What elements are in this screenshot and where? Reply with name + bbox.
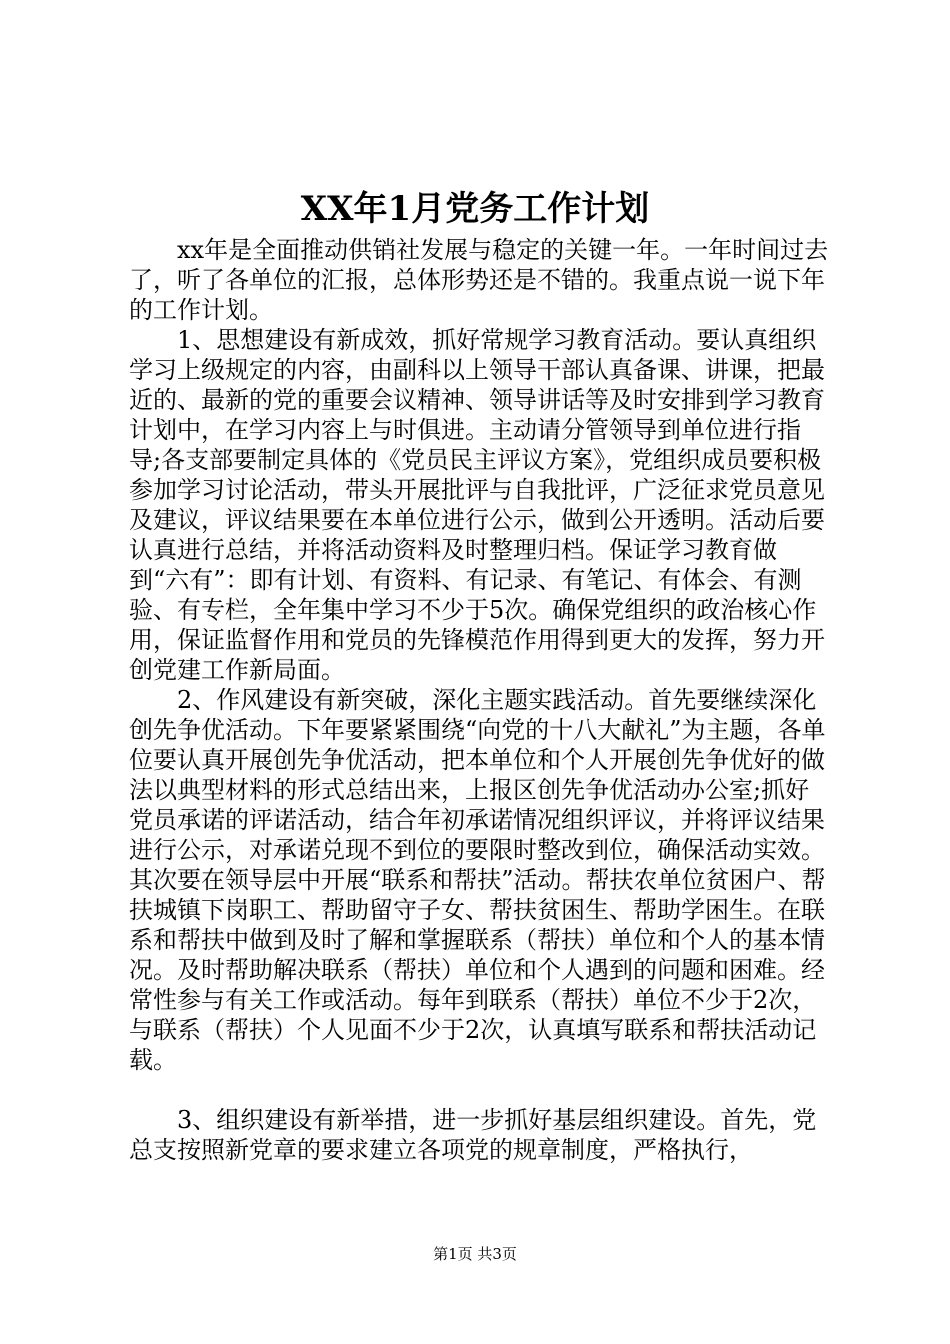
paragraph-intro: xx年是全面推动供销社发展与稳定的关键一年。一年时间过去了，听了各单位的汇报，总体形势还是不错的。我重点说一说下年的工作计划。: [129, 236, 829, 324]
document-title: XX年1月党务工作计划: [300, 189, 650, 229]
paragraph-section-3: 3、组织建设有新举措，进一步抓好基层组织建设。首先，党总支按照新党章的要求建立各项党的规章制度，严格执行，: [129, 1106, 817, 1164]
document-body: [129, 235, 829, 1165]
page-footer: 第1页 共3页: [433, 1245, 517, 1263]
paragraph-section-1: 1、思想建设有新成效，抓好常规学习教育活动。要认真组织学习上级规定的内容，由副科以上领导干部认真备课、讲课，把最近的、最新的党的重要会议精神、领导讲话等及时安排到学习教育计划中，在学习内容上与时俱进。主动请分管领导到单位进行指导;各支部要制定具体的《党员民主评议方案》，党组织成员要积极参加学习讨论活动，带头开展批评与自我批评，广泛征求党员意见及建议，评议结果要在本单位进行公示，做到公开透明。活动后要认真进行总结，并将活动资料及时整理归档。保证学习教育做到“六有”：即有计划、有资料、有记录、有笔记、有体会、有测验、有专栏，全年集中学习不少于5次。确保党组织的政治核心作用，保证监督作用和党员的先锋模范作用得到更大的发挥，努力开创党建工作新局面。: [129, 326, 825, 684]
paragraph-section-2: 2、作风建设有新突破，深化主题实践活动。首先要继续深化创先争优活动。下年要紧紧围绕“向党的十八大献礼”为主题，各单位要认真开展创先争优活动，把本单位和个人开展创先争优好的做法以典型材料的形式总结出来，上报区创先争优活动办公室;抓好党员承诺的评诺活动，结合年初承诺情况组织评议，并将评议结果进行公示，对承诺兑现不到位的要限时整改到位，确保活动实效。其次要在领导层中开展“联系和帮扶”活动。帮扶农单位贫困户、帮扶城镇下岗职工、帮助留守子女、帮扶贫困生、帮助学困生。在联系和帮扶中做到及时了解和掌握联系（帮扶）单位和个人的基本情况。及时帮助解决联系（帮扶）单位和个人遇到的问题和困难。经常性参与有关工作或活动。每年到联系（帮扶）单位不少于2次，与联系（帮扶）个人见面不少于2次，认真填写联系和帮扶活动记载。: [129, 686, 826, 1074]
